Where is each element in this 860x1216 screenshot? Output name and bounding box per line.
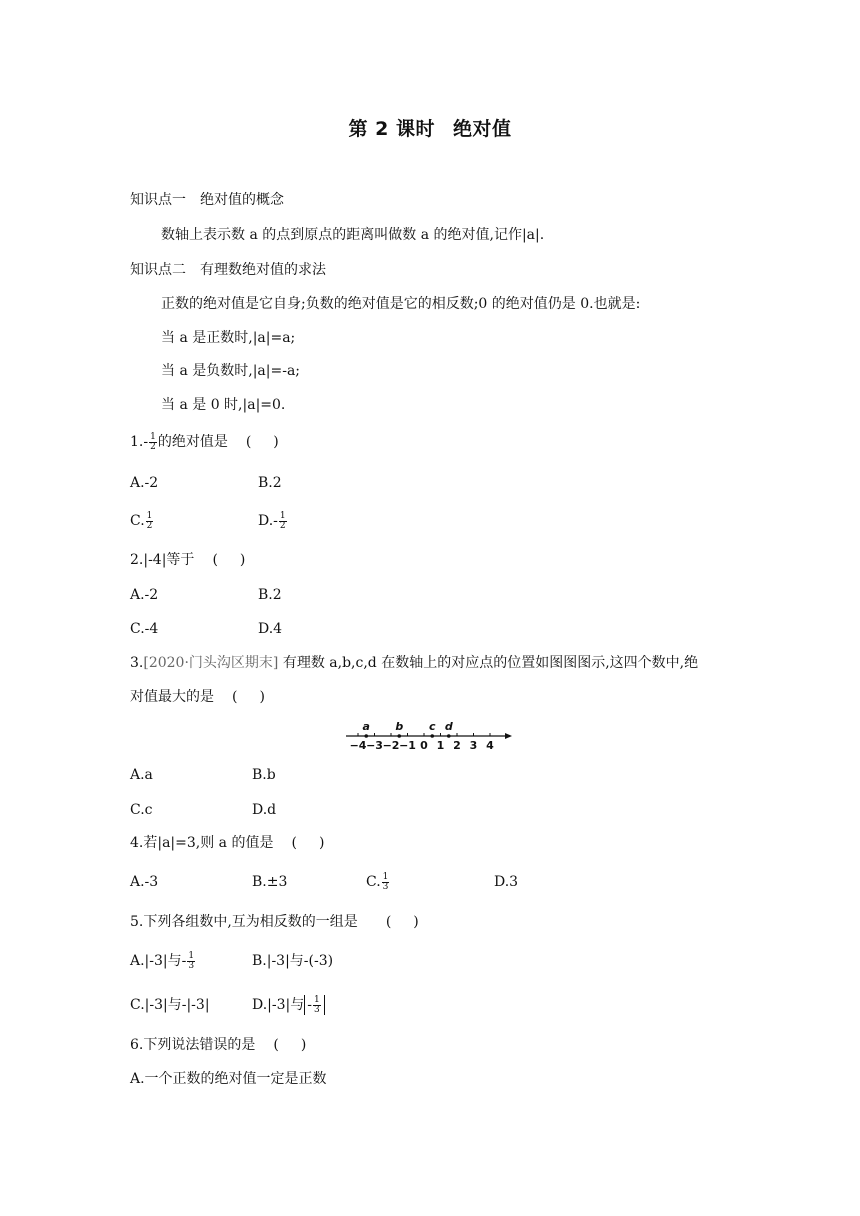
answer-blank[interactable]: ( ) (212, 552, 246, 568)
q3-option-c[interactable]: C.c (130, 802, 153, 818)
q4-option-a[interactable]: A.-3 (130, 874, 159, 890)
number-line-figure (340, 714, 520, 754)
q1-option-b[interactable]: B.2 (258, 475, 282, 491)
number-line-point-d (447, 734, 451, 738)
kp2-heading: 知识点二 有理数绝对值的求法 (130, 262, 326, 278)
kp1-heading: 知识点一 绝对值的概念 (130, 192, 284, 208)
number-line-point-label-b: b (395, 720, 404, 733)
number-line-tick-label: 1 (436, 739, 445, 752)
q1-fraction: $\frac{1}{2}$ (150, 431, 156, 452)
number-line-tick-label: 3 (469, 739, 478, 752)
number-line-tick-label: −4 (349, 739, 367, 752)
kp2-case-positive: 当 a 是正数时,|a|=a; (161, 330, 296, 346)
q1-option-d[interactable]: D.- $\frac{1}{2}$ (258, 510, 286, 531)
number-line-tick-label: 4 (486, 739, 494, 752)
q3-source: [2020·门头沟区期末] (143, 655, 279, 671)
q4-stem: 4.若|a|=3,则 a 的值是 ( ) (130, 835, 325, 851)
q3-option-d[interactable]: D.d (252, 802, 277, 818)
page-title (0, 114, 860, 141)
number-line-point-a (364, 734, 368, 738)
q1-option-c[interactable]: C. $\frac{1}{2}$ (130, 510, 153, 531)
title-topic: 绝对值 (452, 118, 512, 140)
number-line-tick-label: 2 (453, 739, 461, 752)
q6-option-a[interactable]: A.一个正数的绝对值一定是正数 (130, 1071, 327, 1087)
number-line-point-c (430, 734, 434, 738)
number-line-point-label-c: c (428, 720, 436, 733)
answer-blank[interactable]: ( ) (385, 914, 419, 930)
kp2-case-negative: 当 a 是负数时,|a|=-a; (161, 363, 301, 379)
number-line-tick-label: −3 (366, 739, 383, 752)
q2-option-d[interactable]: D.4 (258, 621, 283, 637)
q2-stem: 2.|-4|等于 ( ) (130, 552, 246, 568)
number-line-arrow (505, 733, 512, 739)
q5-option-d[interactable]: D.|-3|与 - $\frac{1}{3}$ (252, 995, 325, 1015)
number-line-tick-label: −2 (382, 739, 400, 752)
q1-stem: 1.- $\frac{1}{2}$ 的绝对值是 ( ) (130, 431, 279, 452)
number-line-tick-label: −1 (399, 739, 416, 752)
q2-option-a[interactable]: A.-2 (130, 587, 159, 603)
q5-option-a[interactable]: A.|-3|与- $\frac{1}{3}$ (130, 950, 195, 971)
q3-stem-line1: 3.[2020·门头沟区期末] 有理数 a,b,c,d 在数轴上的对应点的位置如图图图示,这四个数中,绝 (130, 655, 699, 671)
number-line-point-label-a: a (362, 720, 370, 733)
q5-option-b[interactable]: B.|-3|与-(-3) (252, 953, 334, 969)
number-line-point-b (397, 734, 401, 738)
answer-blank[interactable]: ( ) (245, 434, 279, 450)
q2-option-b[interactable]: B.2 (258, 587, 282, 603)
number-line-point-label-d: d (444, 720, 453, 733)
kp1-text: 数轴上表示数 a 的点到原点的距离叫做数 a 的绝对值,记作|a|. (161, 227, 545, 243)
number-line-tick-label: 0 (420, 739, 428, 752)
q4-option-c[interactable]: C. $\frac{1}{3}$ (366, 871, 389, 892)
q4-option-b[interactable]: B.±3 (252, 874, 288, 890)
q5-stem: 5.下列各组数中,互为相反数的一组是 ( ) (130, 914, 419, 930)
title-lesson: 第 2 课时 (348, 118, 435, 140)
q5-option-c[interactable]: C.|-3|与-|-3| (130, 997, 210, 1013)
q4-option-d[interactable]: D.3 (494, 874, 519, 890)
answer-blank[interactable]: ( ) (232, 689, 265, 705)
q3-stem-line2: 对值最大的是 ( ) (130, 689, 265, 705)
q6-stem: 6.下列说法错误的是 ( ) (130, 1037, 307, 1053)
q3-option-a[interactable]: A.a (130, 767, 153, 783)
kp2-text: 正数的绝对值是它自身;负数的绝对值是它的相反数;0 的绝对值仍是 0.也就是: (161, 296, 641, 312)
answer-blank[interactable]: ( ) (273, 1037, 307, 1053)
q2-option-c[interactable]: C.-4 (130, 621, 159, 637)
q1-option-a[interactable]: A.-2 (130, 475, 159, 491)
q3-option-b[interactable]: B.b (252, 767, 276, 783)
answer-blank[interactable]: ( ) (291, 835, 325, 851)
kp2-case-zero: 当 a 是 0 时,|a|=0. (161, 397, 286, 413)
